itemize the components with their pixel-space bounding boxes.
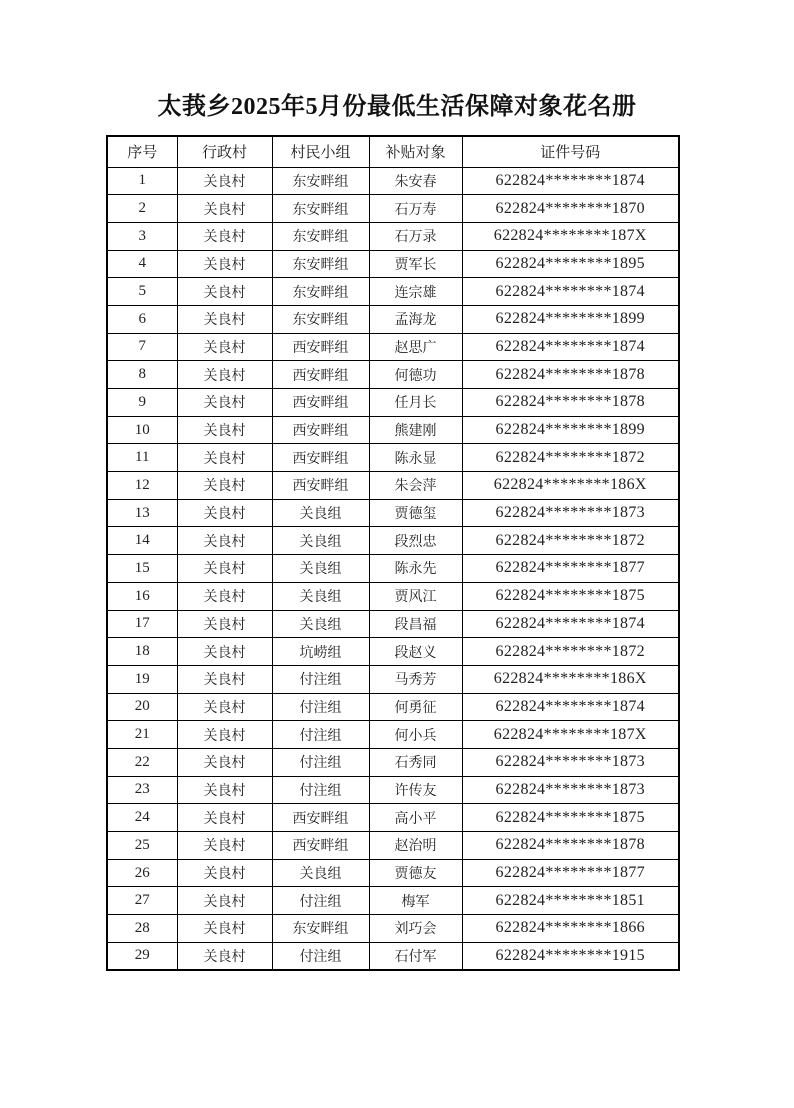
cell-group: 关良组 [272,499,369,527]
cell-village: 关良村 [177,832,272,860]
cell-group: 东安畔组 [272,278,369,306]
cell-id-number: 622824********1874 [462,610,679,638]
cell-group: 东安畔组 [272,915,369,943]
cell-id-number: 622824********1877 [462,859,679,887]
cell-index: 21 [107,721,177,749]
table-row [107,638,679,666]
table-row [107,942,679,970]
cell-group: 付注组 [272,721,369,749]
cell-id-number: 622824********1873 [462,499,679,527]
cell-index: 26 [107,859,177,887]
table-row [107,389,679,417]
cell-index: 19 [107,665,177,693]
cell-village: 关良村 [177,582,272,610]
cell-index: 24 [107,804,177,832]
cell-recipient: 孟海龙 [369,305,462,333]
cell-id-number: 622824********1872 [462,638,679,666]
cell-recipient: 段烈忠 [369,527,462,555]
table-body [107,167,679,970]
cell-village: 关良村 [177,389,272,417]
cell-group: 关良组 [272,859,369,887]
cell-village: 关良村 [177,305,272,333]
cell-id-number: 622824********1899 [462,305,679,333]
cell-id-number: 622824********1877 [462,555,679,583]
cell-index: 14 [107,527,177,555]
cell-index: 29 [107,942,177,970]
cell-village: 关良村 [177,638,272,666]
cell-id-number: 622824********1873 [462,748,679,776]
cell-recipient: 朱安春 [369,167,462,195]
cell-group: 关良组 [272,582,369,610]
cell-village: 关良村 [177,250,272,278]
cell-recipient: 高小平 [369,804,462,832]
cell-id-number: 622824********1872 [462,444,679,472]
cell-group: 付注组 [272,693,369,721]
cell-recipient: 刘巧会 [369,915,462,943]
cell-group: 东安畔组 [272,250,369,278]
column-header: 序号 [107,136,177,167]
cell-group: 关良组 [272,527,369,555]
cell-group: 西安畔组 [272,333,369,361]
cell-village: 关良村 [177,859,272,887]
cell-group: 关良组 [272,555,369,583]
cell-village: 关良村 [177,942,272,970]
cell-id-number: 622824********1873 [462,776,679,804]
cell-village: 关良村 [177,804,272,832]
column-header: 村民小组 [272,136,369,167]
table-row [107,499,679,527]
cell-village: 关良村 [177,665,272,693]
cell-index: 20 [107,693,177,721]
cell-index: 18 [107,638,177,666]
cell-id-number: 622824********1899 [462,416,679,444]
cell-village: 关良村 [177,361,272,389]
cell-id-number: 622824********186X [462,665,679,693]
table-row [107,555,679,583]
cell-id-number: 622824********1851 [462,887,679,915]
cell-recipient: 任月长 [369,389,462,417]
cell-recipient: 段昌福 [369,610,462,638]
table-row [107,748,679,776]
cell-recipient: 石万录 [369,222,462,250]
cell-id-number: 622824********1874 [462,333,679,361]
cell-group: 东安畔组 [272,167,369,195]
cell-id-number: 622824********1915 [462,942,679,970]
cell-recipient: 石付军 [369,942,462,970]
table-row [107,582,679,610]
table-row [107,610,679,638]
cell-group: 付注组 [272,665,369,693]
cell-group: 西安畔组 [272,361,369,389]
cell-group: 东安畔组 [272,195,369,223]
cell-recipient: 贾德友 [369,859,462,887]
cell-index: 7 [107,333,177,361]
cell-index: 4 [107,250,177,278]
cell-recipient: 连宗雄 [369,278,462,306]
cell-index: 15 [107,555,177,583]
cell-recipient: 贾军长 [369,250,462,278]
cell-id-number: 622824********1875 [462,582,679,610]
cell-group: 西安畔组 [272,444,369,472]
cell-id-number: 622824********187X [462,222,679,250]
cell-recipient: 梅军 [369,887,462,915]
cell-id-number: 622824********1878 [462,361,679,389]
cell-village: 关良村 [177,444,272,472]
cell-recipient: 何勇征 [369,693,462,721]
table-row [107,804,679,832]
cell-index: 25 [107,832,177,860]
cell-index: 1 [107,167,177,195]
table-row [107,776,679,804]
cell-recipient: 贾风江 [369,582,462,610]
cell-id-number: 622824********1874 [462,693,679,721]
cell-recipient: 何德功 [369,361,462,389]
cell-index: 6 [107,305,177,333]
cell-id-number: 622824********1874 [462,278,679,306]
roster-table [106,135,680,971]
cell-recipient: 石秀同 [369,748,462,776]
cell-group: 西安畔组 [272,472,369,500]
cell-village: 关良村 [177,416,272,444]
table-row [107,167,679,195]
cell-id-number: 622824********1870 [462,195,679,223]
cell-recipient: 朱会萍 [369,472,462,500]
cell-group: 东安畔组 [272,222,369,250]
cell-recipient: 许传友 [369,776,462,804]
column-header: 证件号码 [462,136,679,167]
page-title: 太莪乡2025年5月份最低生活保障对象花名册 [157,94,637,120]
cell-id-number: 622824********1872 [462,527,679,555]
cell-id-number: 622824********1878 [462,389,679,417]
cell-index: 28 [107,915,177,943]
cell-village: 关良村 [177,222,272,250]
cell-group: 西安畔组 [272,832,369,860]
table-row [107,527,679,555]
table-row [107,222,679,250]
cell-recipient: 熊建刚 [369,416,462,444]
table-row [107,444,679,472]
cell-recipient: 马秀芳 [369,665,462,693]
cell-id-number: 622824********1866 [462,915,679,943]
cell-village: 关良村 [177,721,272,749]
cell-id-number: 622824********1874 [462,167,679,195]
table-row [107,832,679,860]
cell-village: 关良村 [177,555,272,583]
cell-index: 22 [107,748,177,776]
cell-recipient: 何小兵 [369,721,462,749]
cell-village: 关良村 [177,527,272,555]
cell-group: 西安畔组 [272,389,369,417]
cell-group: 付注组 [272,748,369,776]
cell-village: 关良村 [177,333,272,361]
cell-index: 2 [107,195,177,223]
cell-village: 关良村 [177,748,272,776]
cell-recipient: 陈永显 [369,444,462,472]
cell-recipient: 石万寿 [369,195,462,223]
table-row [107,250,679,278]
table-row [107,361,679,389]
cell-village: 关良村 [177,610,272,638]
table-row [107,278,679,306]
cell-village: 关良村 [177,167,272,195]
cell-index: 3 [107,222,177,250]
cell-index: 12 [107,472,177,500]
column-header: 行政村 [177,136,272,167]
cell-village: 关良村 [177,499,272,527]
table-row [107,859,679,887]
cell-group: 付注组 [272,942,369,970]
cell-recipient: 段赵义 [369,638,462,666]
cell-index: 16 [107,582,177,610]
cell-group: 东安畔组 [272,305,369,333]
table-row [107,195,679,223]
cell-id-number: 622824********1878 [462,832,679,860]
cell-group: 西安畔组 [272,804,369,832]
cell-recipient: 赵思广 [369,333,462,361]
cell-group: 坑崂组 [272,638,369,666]
cell-index: 23 [107,776,177,804]
table-row [107,665,679,693]
cell-group: 关良组 [272,610,369,638]
column-header: 补贴对象 [369,136,462,167]
cell-group: 付注组 [272,887,369,915]
cell-recipient: 贾德玺 [369,499,462,527]
cell-index: 17 [107,610,177,638]
table-row [107,333,679,361]
cell-index: 11 [107,444,177,472]
cell-id-number: 622824********1875 [462,804,679,832]
cell-village: 关良村 [177,278,272,306]
cell-village: 关良村 [177,195,272,223]
table-row [107,721,679,749]
cell-village: 关良村 [177,693,272,721]
cell-id-number: 622824********1895 [462,250,679,278]
cell-index: 13 [107,499,177,527]
cell-village: 关良村 [177,472,272,500]
header-row [107,136,679,167]
cell-index: 9 [107,389,177,417]
cell-village: 关良村 [177,776,272,804]
cell-village: 关良村 [177,887,272,915]
table-row [107,887,679,915]
table-row [107,693,679,721]
cell-id-number: 622824********186X [462,472,679,500]
table-row [107,416,679,444]
cell-recipient: 赵治明 [369,832,462,860]
cell-index: 10 [107,416,177,444]
cell-group: 西安畔组 [272,416,369,444]
cell-village: 关良村 [177,915,272,943]
cell-group: 付注组 [272,776,369,804]
cell-index: 8 [107,361,177,389]
table-row [107,305,679,333]
cell-index: 27 [107,887,177,915]
table-row [107,472,679,500]
cell-index: 5 [107,278,177,306]
cell-id-number: 622824********187X [462,721,679,749]
table-row [107,915,679,943]
cell-recipient: 陈永先 [369,555,462,583]
